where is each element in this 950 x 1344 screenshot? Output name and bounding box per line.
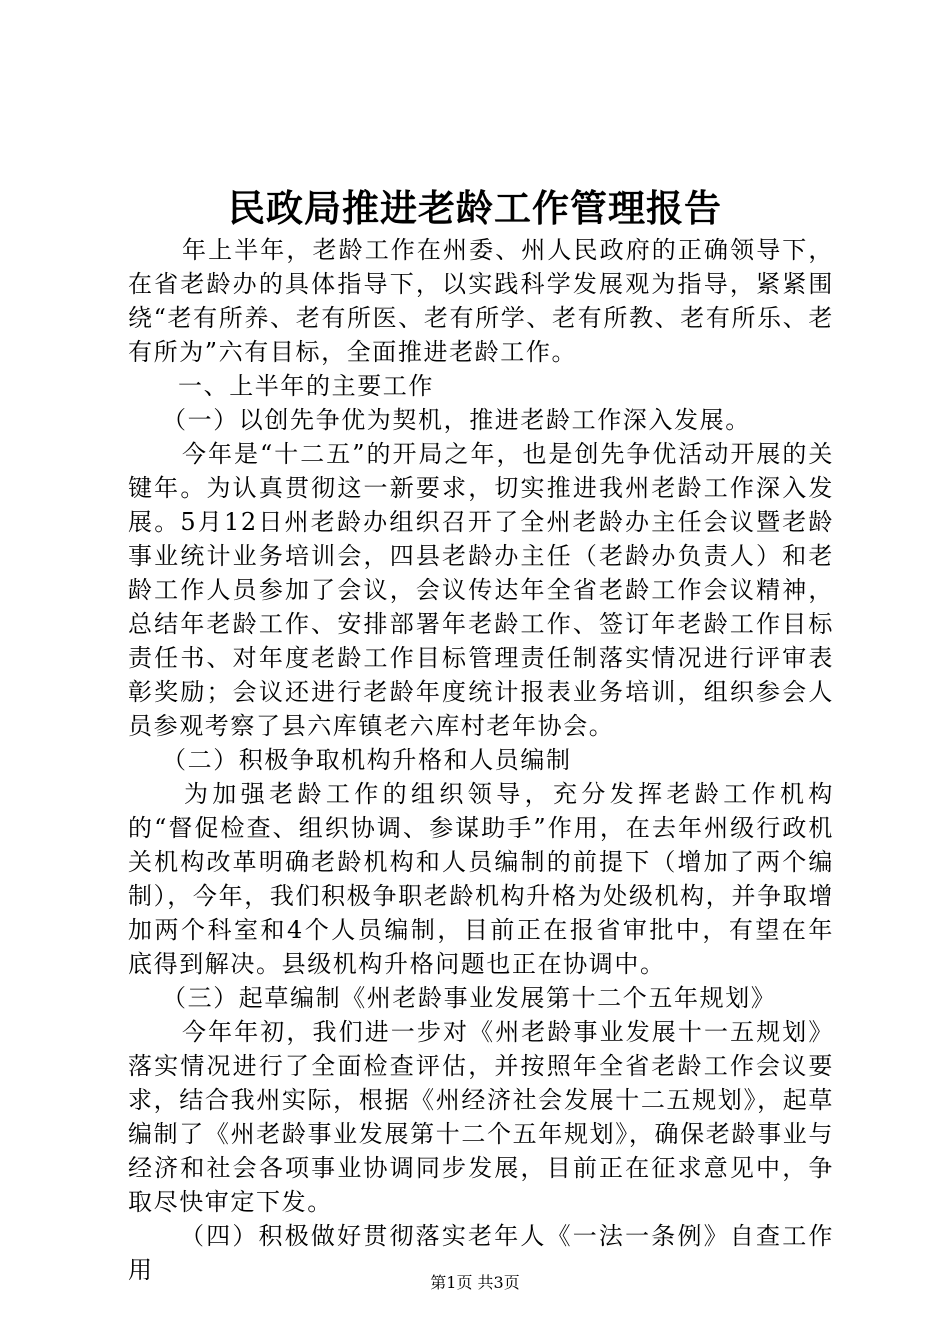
subsection-heading: （三）起草编制《州老龄事业发展第十二个五年规划》 bbox=[162, 984, 777, 1012]
subsection-heading: （一）以创先争优为契机，推进老龄工作深入发展。 bbox=[162, 406, 751, 434]
body-paragraph: 今年是“十二五”的开局之年，也是创先争优活动开展的关键年。为认真贯彻这一新要求，切实推进我州老龄工作深入发展。5月12日州老龄办组织召开了全州老龄办主任会议暨老龄事业统计业务培训会，四县老龄办主任（老龄办负责人）和老龄工作人员参加了会议，会议传达年全省老龄工作会议精神，总结年老龄工作、安排部署年老龄工作、签订年老龄工作目标责任书、对年度老龄工作目标管理责任制落实情况进行评审表彰奖励；会议还进行老龄年度统计报表业务培训，组织参会人员参观考察了县六库镇老六库村老年协会。 bbox=[128, 440, 834, 740]
body-paragraph: 为加强老龄工作的组织领导，充分发挥老龄工作机构的“督促检查、组织协调、参谋助手”作用，在去年州级行政机关机构改革明确老龄机构和人员编制的前提下（增加了两个编制），今年，我们积极争职老龄机构升格为处级机构，并争取增加两个科室和4个人员编制，目前正在报省审批中，有望在年底得到解决。县级机构升格问题也正在协调中。 bbox=[128, 780, 834, 978]
subsection-heading: （二）积极争取机构升格和人员编制 bbox=[162, 746, 572, 774]
document-body bbox=[128, 233, 834, 1287]
document-title: 民政局推进老龄工作管理报告 bbox=[228, 186, 722, 230]
section-heading: 一、上半年的主要工作 bbox=[178, 372, 434, 400]
subsection-heading: （四）积极做好贯彻落实老年人《一法一条例》自查工作用 bbox=[128, 1222, 834, 1284]
body-paragraph: 今年年初，我们进一步对《州老龄事业发展十一五规划》落实情况进行了全面检查评估，并按照年全省老龄工作会议要求，结合我州实际，根据《州经济社会发展十二五规划》，起草编制了《州老龄事业发展第十二个五年规划》，确保老龄事业与经济和社会各项事业协调同步发展，目前正在征求意见中，争取尽快审定下发。 bbox=[128, 1018, 834, 1216]
intro-paragraph: 年上半年，老龄工作在州委、州人民政府的正确领导下，在省老龄办的具体指导下，以实践科学发展观为指导，紧紧围绕“老有所养、老有所医、老有所学、老有所教、老有所乐、老有所为”六有目标，全面推进老龄工作。 bbox=[128, 236, 834, 366]
page-footer: 第1页 共3页 bbox=[430, 1273, 520, 1292]
